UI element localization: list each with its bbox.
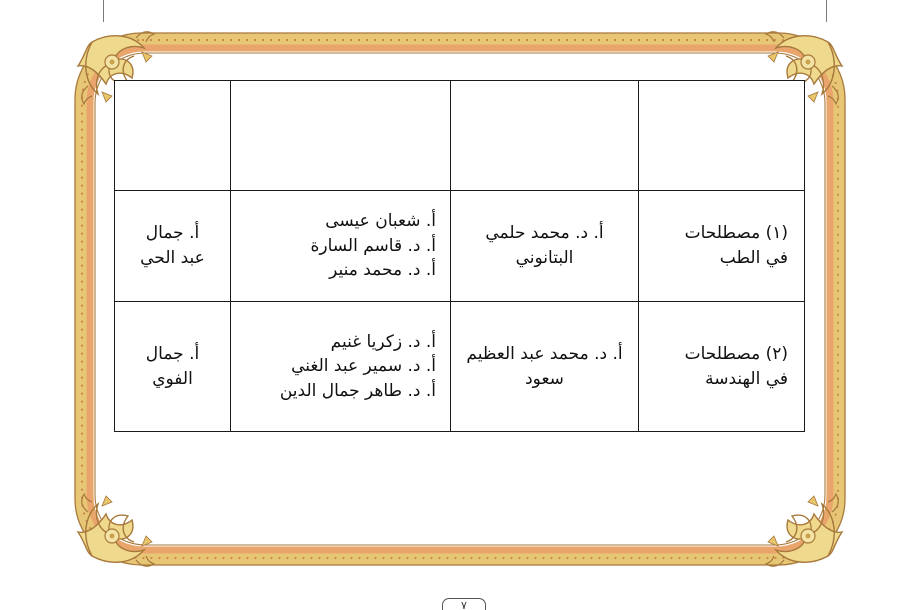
- table-row: [115, 302, 805, 432]
- reviewers-cell: [231, 191, 451, 302]
- author-line: سعود: [525, 368, 564, 389]
- reviewer-line: أ. د. سمير عبد الغني: [291, 356, 436, 377]
- table-row: [115, 191, 805, 302]
- table-cell-empty: [639, 81, 805, 191]
- topic-line: (١) مصطلحات: [684, 223, 788, 244]
- topic-line: في الهندسة: [705, 368, 788, 389]
- table-header-row: [115, 81, 805, 191]
- reviewer-line: أ. د. محمد منير: [329, 260, 436, 281]
- reviewer-line: أ. د. طاهر جمال الدين: [279, 380, 436, 401]
- page-number: ٧: [442, 598, 486, 610]
- reviewer-line: أ. د. قاسم السارة: [310, 235, 436, 256]
- editor-cell: [115, 302, 231, 432]
- table-cell-empty: [115, 81, 231, 191]
- topic-line: (٢) مصطلحات: [684, 343, 788, 364]
- editor-line: أ. جمال: [145, 343, 200, 364]
- author-line: البتانوني: [515, 248, 574, 268]
- editor-cell: [115, 191, 231, 302]
- table-cell-empty: [451, 81, 639, 191]
- table-cell-empty: [231, 81, 451, 191]
- editor-line: الفوي: [152, 368, 193, 389]
- reviewer-line: أ. شعبان عيسى: [325, 211, 436, 232]
- topic-line: في الطب: [719, 248, 788, 268]
- editor-line: عبد الحي: [140, 248, 205, 268]
- committee-table: [114, 80, 805, 432]
- topic-cell: [639, 191, 805, 302]
- main-author-cell: [451, 302, 639, 432]
- reviewer-line: أ. د. زكريا غنيم: [330, 331, 436, 352]
- topic-cell: [639, 302, 805, 432]
- editor-line: أ. جمال: [145, 223, 200, 244]
- author-line: أ. د. محمد عبد العظيم: [466, 343, 623, 364]
- reviewers-cell: [231, 302, 451, 432]
- author-line: أ. د. محمد حلمي: [485, 223, 604, 244]
- main-author-cell: [451, 191, 639, 302]
